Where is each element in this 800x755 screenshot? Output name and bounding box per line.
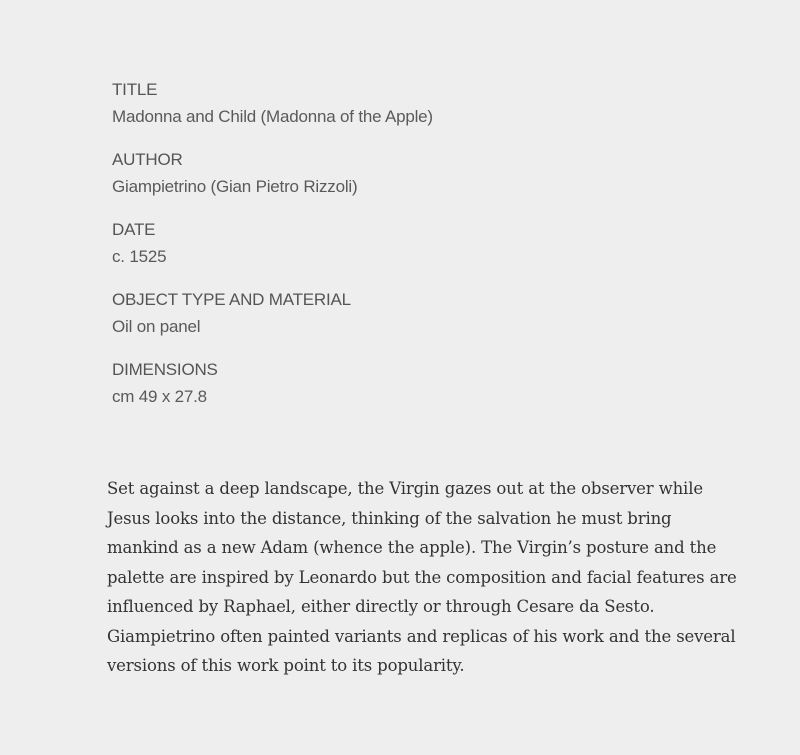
dimensions-value: cm 49 x 27.8: [112, 387, 207, 406]
author-field: [112, 146, 442, 200]
author-value: Giampietrino (Gian Pietro Rizzoli): [112, 177, 358, 196]
material-field: [112, 286, 442, 340]
material-label: OBJECT TYPE AND MATERIAL: [112, 290, 351, 309]
dimensions-field: [112, 356, 442, 410]
artwork-metadata: [112, 76, 442, 426]
date-value: c. 1525: [112, 247, 167, 266]
material-value: Oil on panel: [112, 317, 201, 336]
author-label: AUTHOR: [112, 150, 183, 169]
date-field: [112, 216, 442, 270]
title-field: [112, 76, 442, 130]
title-value: Madonna and Child (Madonna of the Apple): [112, 107, 433, 126]
dimensions-label: DIMENSIONS: [112, 360, 218, 379]
title-label: TITLE: [112, 80, 158, 99]
date-label: DATE: [112, 220, 156, 239]
artwork-description: Set against a deep landscape, the Virgin gazes out at the observer while Jesus looks into the distance, thinking of the salvation he must bring mankind as a new Adam (whence the apple). The Virgin’s posture and the palette are inspired by Leonardo but the composition and facial features are influenced by Raphael, either directly or through Cesare da Sesto. Giampietrino often painted variants and replicas of his work and the several versions of this work point to its popularity.: [107, 479, 737, 675]
